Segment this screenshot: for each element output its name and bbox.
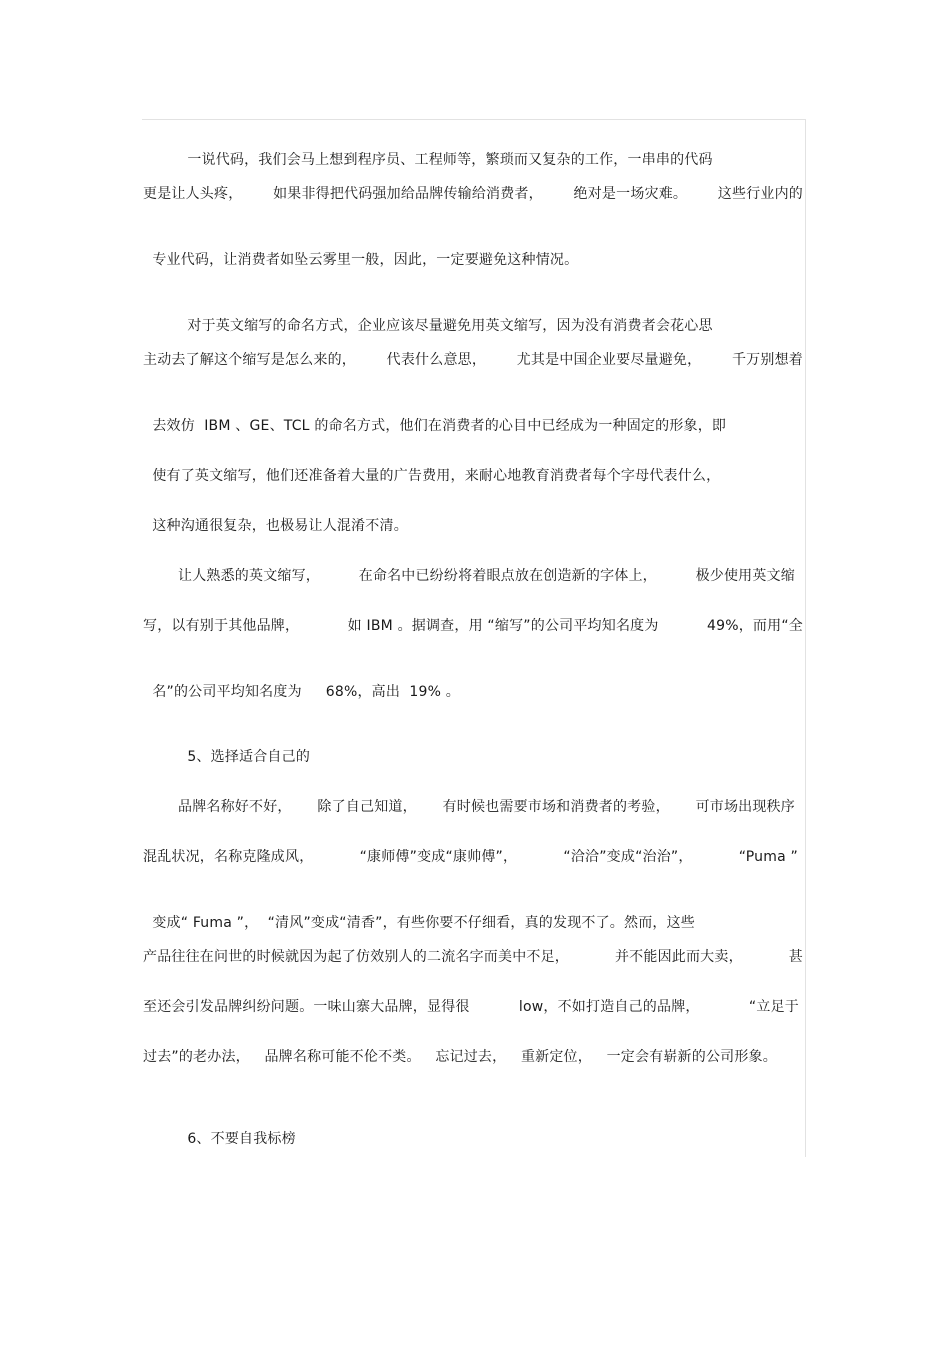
- text-run: 千万别想着: [731, 352, 803, 368]
- section-heading-6: [178, 1115, 296, 1147]
- text-run: 68%，高出 19% 。: [325, 684, 460, 700]
- paragraph-2-line-1: [178, 302, 713, 334]
- text-run: 可市场出现秩序: [695, 799, 795, 815]
- text-run: low，不如打造自己的品牌，: [518, 999, 700, 1015]
- paragraph-2-line-3: [143, 402, 726, 434]
- text-run: 一说代码，我们会马上想到程序员、工程师等，繁琐而又复杂的工作，一串串的代码: [187, 152, 713, 168]
- text-run: 变成“ Fuma ”， “清风”变成“清香”，有些你要不仔细看，真的发现不了。然而，这些: [152, 915, 696, 931]
- text-run: 极少使用英文缩: [695, 568, 795, 584]
- text-run: 去效仿 IBM 、GE、TCL 的命名方式，他们在消费者的心目中已经成为一种固定的形象，即: [152, 418, 727, 434]
- text-run: 对于英文缩写的命名方式，企业应该尽量避免用英文缩写，因为没有消费者会花心思: [187, 318, 713, 334]
- text-run: 主动去了解这个缩写是怎么来的，: [143, 352, 356, 368]
- paragraph-4-line-3: [143, 899, 695, 931]
- text-run: 更是让人头疼，: [143, 186, 243, 202]
- text-run: 6、不要自我标榜: [187, 1131, 296, 1147]
- text-run: 如 IBM 。据调查，用 “缩写”的公司平均知名度为: [347, 618, 659, 634]
- text-run: 如果非得把代码强加给品牌传输给消费者，: [273, 186, 543, 202]
- text-run: “Puma ”: [738, 849, 798, 865]
- text-run: 品牌名称好不好，: [178, 799, 292, 815]
- text-run: 写，以有别于其他品牌，: [143, 618, 300, 634]
- text-run: 除了自己知道，: [317, 799, 417, 815]
- text-run: 有时候也需要市场和消费者的考验，: [442, 799, 670, 815]
- paragraph-4-line-1: [178, 799, 795, 815]
- text-run: 代表什么意思，: [386, 352, 487, 368]
- paragraph-3-line-1: [178, 568, 795, 584]
- text-run: 专业代码，让消费者如坠云雾里一般，因此，一定要避免这种情况。: [152, 252, 579, 268]
- text-run: 这些行业内的: [717, 186, 803, 202]
- text-run: 49%，而用“全: [707, 618, 803, 634]
- text-run: 让人熟悉的英文缩写，: [178, 568, 320, 584]
- paragraph-4-line-5: [143, 999, 799, 1015]
- text-run: “洽洽”变成“治治”，: [563, 849, 693, 865]
- text-run: 过去”的老办法，: [143, 1049, 250, 1065]
- text-run: 这种沟通很复杂，也极易让人混淆不清。: [152, 518, 408, 534]
- text-run: 并不能因此而大卖，: [614, 949, 743, 965]
- section-heading-5: [178, 733, 310, 765]
- paragraph-1-line-3: [143, 236, 578, 268]
- text-run: 一定会有崭新的公司形象。: [606, 1049, 777, 1065]
- text-run: 尤其是中国企业要尽量避免，: [516, 352, 702, 368]
- paragraph-1-line-2: [143, 186, 803, 202]
- text-run: 混乱状况，名称克隆成风，: [143, 849, 314, 865]
- text-run: 忘记过去，: [435, 1049, 507, 1065]
- text-run: 产品往往在问世的时候就因为起了仿效别人的二流名字而美中不足，: [143, 949, 569, 965]
- text-run: 甚: [788, 949, 803, 965]
- text-run: 重新定位，: [520, 1049, 592, 1065]
- text-run: “康师傅”变成“康帅傅”，: [359, 849, 518, 865]
- paragraph-2-line-2: [143, 352, 803, 368]
- paragraph-2-line-4: [143, 452, 720, 484]
- paragraph-3-line-3: [143, 668, 460, 700]
- text-run: 品牌名称可能不伦不类。: [264, 1049, 421, 1065]
- text-run: 使有了英文缩写，他们还准备着大量的广告费用，来耐心地教育消费者每个字母代表什么，: [152, 468, 721, 484]
- text-run: 绝对是一场灾难。: [573, 186, 688, 202]
- paragraph-3-line-2: [143, 618, 803, 634]
- paragraph-4-line-2: [143, 849, 798, 865]
- paragraph-2-line-5: [143, 502, 408, 534]
- paragraph-1-line-1: [178, 136, 713, 168]
- text-run: 5、选择适合自己的: [187, 749, 311, 765]
- text-run: 在命名中已纷纷将着眼点放在创造新的字体上，: [358, 568, 657, 584]
- text-run: 至还会引发品牌纠纷问题。一味山寨大品牌，显得很: [143, 999, 470, 1015]
- paragraph-4-line-4: [143, 949, 803, 965]
- text-run: 名”的公司平均知名度为: [152, 684, 302, 700]
- paragraph-4-line-6: [143, 1049, 777, 1065]
- text-run: “立足于: [748, 999, 799, 1015]
